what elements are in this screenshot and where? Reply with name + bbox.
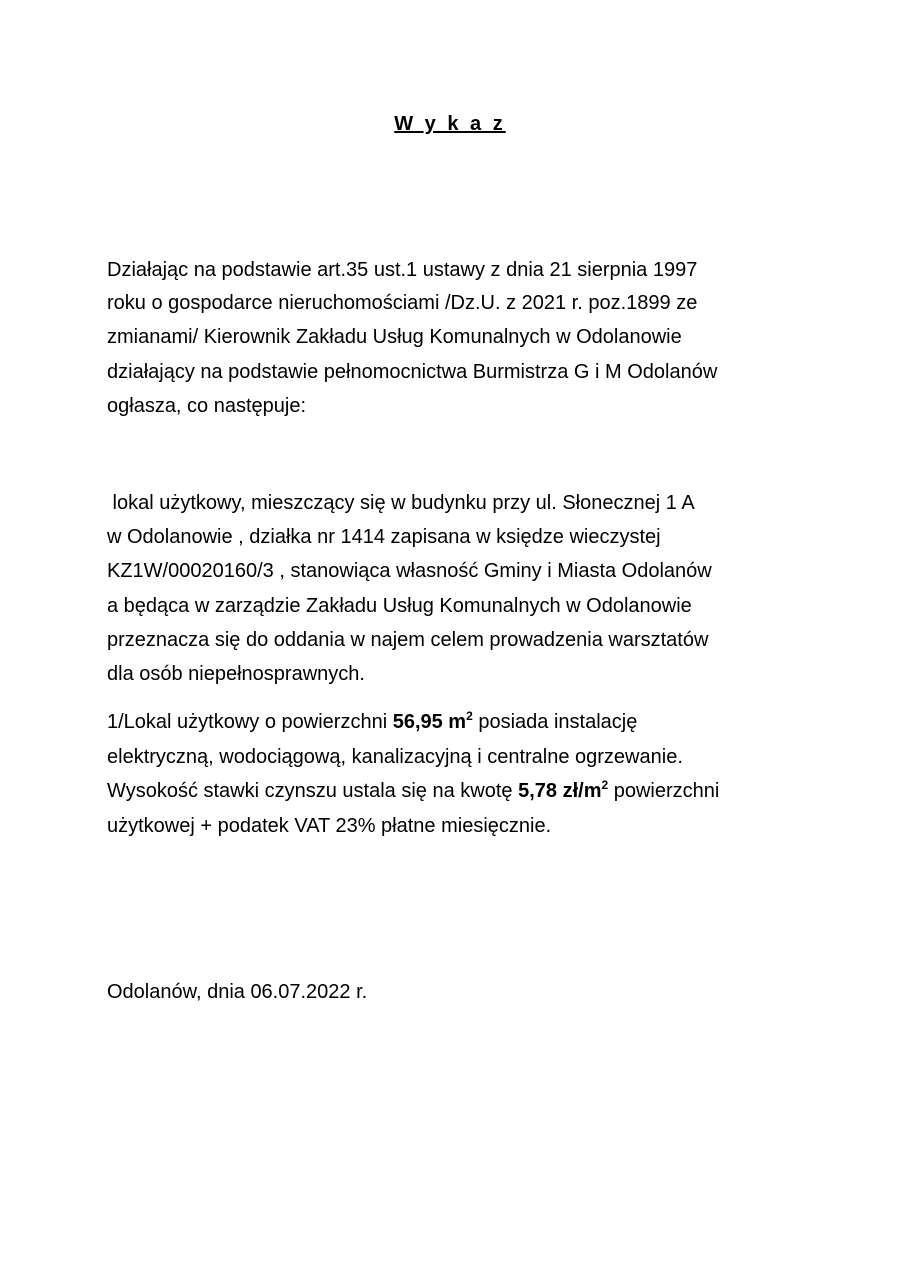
rate-value: 5,78 zł/m <box>518 780 602 802</box>
intro-line-5: ogłasza, co następuje: <box>107 395 307 417</box>
property-line-1: lokal użytkowy, mieszczący się w budynku przy ul. Słonecznej 1 A <box>107 492 695 514</box>
property-line-4: a będąca w zarządzie Zakładu Usług Komunalnych w Odolanowie <box>107 595 692 617</box>
property-line-3: KZ1W/00020160/3 , stanowiąca własność Gminy i Miasta Odolanów <box>107 560 712 582</box>
area-value: 56,95 m <box>392 711 467 733</box>
property-line-2: w Odolanowie , działka nr 1414 zapisana w księdze wieczystej <box>107 526 661 548</box>
property-line-5: przeznacza się do oddania w najem celem prowadzenia warsztatów <box>107 629 709 651</box>
details-line-3-suffix: powierzchni <box>608 780 720 802</box>
intro-line-2: roku o gospodarce nieruchomościami /Dz.U. z 2021 r. poz.1899 ze <box>107 292 698 314</box>
details-line-1 <box>107 710 637 734</box>
details-line-2: elektryczną, wodociągową, kanalizacyjną i centralne ogrzewanie. <box>107 746 683 768</box>
details-line-1-suffix: posiada instalację <box>472 711 638 733</box>
place-date: Odolanów, dnia 06.07.2022 r. <box>107 981 368 1003</box>
document-title: W y k a z <box>394 113 506 135</box>
rate-superscript: 2 <box>601 778 609 792</box>
area-superscript: 2 <box>466 709 473 723</box>
intro-line-3: zmianami/ Kierownik Zakładu Usług Komunalnych w Odolanowie <box>107 326 682 348</box>
intro-line-1: Działając na podstawie art.35 ust.1 ustawy z dnia 21 sierpnia 1997 <box>107 259 698 281</box>
intro-line-4: działający na podstawie pełnomocnictwa Burmistrza G i M Odolanów <box>107 361 718 383</box>
details-line-3 <box>107 779 719 803</box>
details-line-4: użytkowej + podatek VAT 23% płatne miesięcznie. <box>107 815 552 837</box>
details-line-3-prefix: Wysokość stawki czynszu ustala się na kwotę <box>107 780 519 802</box>
property-line-6: dla osób niepełnosprawnych. <box>107 663 365 685</box>
details-line-1-prefix: 1/Lokal użytkowy o powierzchni <box>107 711 393 733</box>
